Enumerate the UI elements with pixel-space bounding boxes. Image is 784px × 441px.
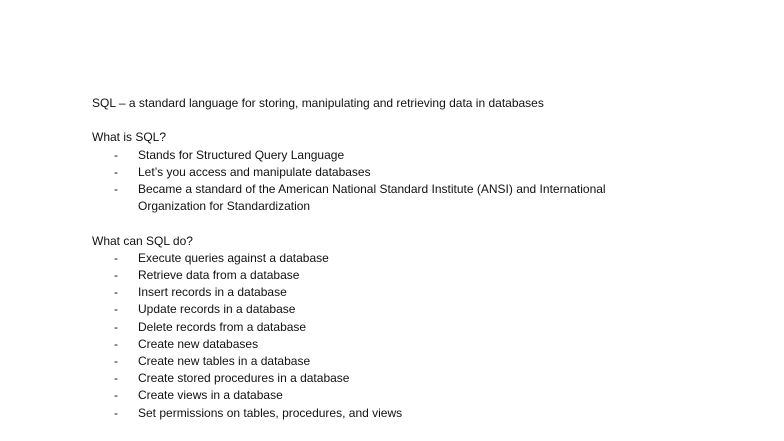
list-item [92,336,752,353]
list-item [92,284,752,301]
document-page [92,95,752,422]
list-item-text: Update records in a database [138,302,296,317]
dash-bullet: - [114,285,118,300]
section-what-is-sql [92,129,752,215]
dash-bullet: - [114,336,118,351]
list-item-text: Became a standard of the American National Standard Institute (ANSI) and International Organization for Standardization [138,182,606,214]
dash-bullet: - [114,250,118,265]
dash-bullet: - [114,319,118,334]
dash-bullet: - [114,147,118,162]
dash-bullet: - [114,388,118,403]
section-heading: What is SQL? [92,130,167,145]
list-item [92,370,752,387]
list-item-text: Execute queries against a database [138,250,329,265]
list-item-text: Insert records in a database [138,285,287,300]
list-item [92,164,752,181]
list-item-text: Delete records from a database [138,319,307,334]
list-item-text: Set permissions on tables, procedures, and views [138,405,403,420]
list-item-text: Create stored procedures in a database [138,371,350,386]
dash-bullet: - [114,164,118,179]
list-item-text: Let’s you access and manipulate databases [138,164,371,179]
intro-text: SQL – a standard language for storing, manipulating and retrieving data in databases [92,96,544,110]
list-item [92,181,752,215]
list-item [92,405,752,422]
list-item-text: Retrieve data from a database [138,268,300,282]
dash-bullet: - [114,354,118,369]
list-item [92,301,752,318]
list-item [92,250,752,267]
spacer [92,215,752,232]
list-item-text: Stands for Structured Query Language [138,147,345,162]
dash-bullet: - [114,405,118,420]
bullet-list [92,147,752,216]
bullet-list [92,250,752,422]
spacer [92,112,752,129]
list-item [92,147,752,164]
list-item [92,319,752,336]
dash-bullet: - [114,302,118,317]
section-what-can-sql-do [92,233,752,422]
list-item [92,267,752,284]
list-item [92,353,752,370]
dash-bullet: - [114,182,118,196]
section-heading: What can SQL do? [92,233,193,248]
list-item-text: Create new databases [138,336,259,351]
dash-bullet: - [114,371,118,386]
list-item-text: Create new tables in a database [138,354,311,369]
list-item [92,387,752,404]
list-item-text: Create views in a database [138,388,283,403]
dash-bullet: - [114,268,118,282]
